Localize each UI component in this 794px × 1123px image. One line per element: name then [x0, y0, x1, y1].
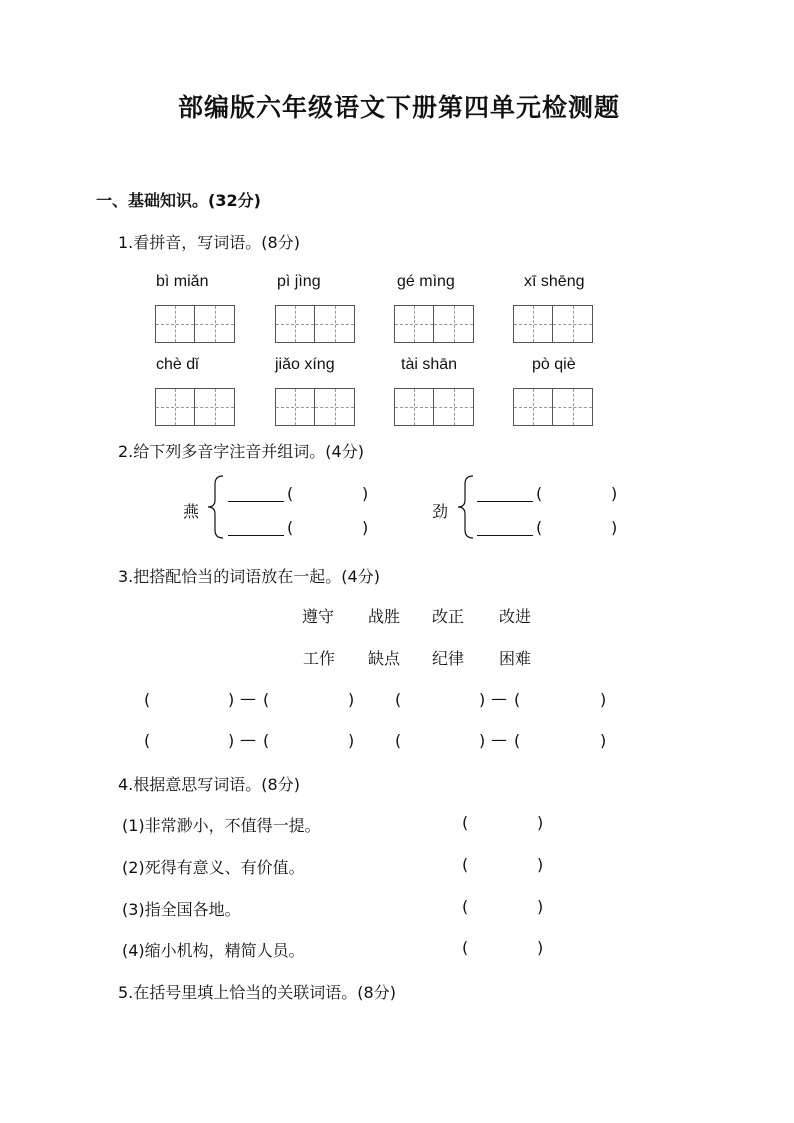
word: 纪律	[432, 649, 465, 668]
paren-close: )	[600, 731, 607, 750]
pinyin-5: chè dǐ	[156, 356, 199, 373]
paren-close: )	[537, 938, 544, 957]
paren-close: )	[228, 690, 235, 709]
match-dash: —	[491, 689, 507, 708]
answer-line[interactable]	[477, 521, 533, 536]
paren-open: (	[514, 690, 521, 709]
paren-close: )	[537, 897, 544, 916]
question-3-label: 3.把搭配恰当的词语放在一起。(4分)	[118, 567, 380, 586]
word: 改正	[432, 607, 465, 626]
paren-close: )	[348, 690, 355, 709]
word: 困难	[499, 649, 532, 668]
paren-open: (	[144, 690, 151, 709]
paren-close: )	[479, 731, 486, 750]
question-5-label: 5.在括号里填上恰当的关联词语。(8分)	[118, 983, 396, 1002]
paren-open: (	[144, 731, 151, 750]
paren-close: )	[537, 813, 544, 832]
question-4-label: 4.根据意思写词语。(8分)	[118, 775, 300, 794]
writing-grid-5[interactable]	[155, 388, 235, 426]
paren-open: (	[462, 855, 469, 874]
paren-close: )	[228, 731, 235, 750]
writing-grid-8[interactable]	[513, 388, 593, 426]
writing-grid-4[interactable]	[513, 305, 593, 343]
polyphone-char-1: 燕	[183, 502, 200, 521]
pinyin-7: tài shān	[401, 356, 458, 373]
word: 缺点	[368, 649, 401, 668]
match-dash: —	[491, 730, 507, 749]
pinyin-8: pò qiè	[532, 356, 576, 373]
answer-line[interactable]	[477, 487, 533, 502]
paren-close: )	[537, 855, 544, 874]
paren-open: (	[395, 731, 402, 750]
writing-grid-2[interactable]	[275, 305, 355, 343]
word: 工作	[303, 649, 336, 668]
question-1-label: 1.看拼音，写词语。(8分)	[118, 233, 300, 252]
definition-item-4: (4)缩小机构，精简人员。	[122, 941, 305, 960]
pinyin-2: pì jìng	[277, 273, 321, 290]
question-2-label: 2.给下列多音字注音并组词。(4分)	[118, 442, 364, 461]
paren-open: (	[287, 518, 294, 537]
paren-close: )	[362, 518, 369, 537]
match-dash: —	[240, 689, 256, 708]
definition-item-1: (1)非常渺小，不值得一提。	[122, 816, 321, 835]
definition-item-3: (3)指全国各地。	[122, 900, 241, 919]
word: 遵守	[302, 607, 335, 626]
section-1-heading: 一、基础知识。(32分)	[96, 191, 261, 210]
paren-open: (	[287, 484, 294, 503]
answer-line[interactable]	[228, 487, 284, 502]
brace-icon	[205, 474, 225, 540]
paren-open: (	[462, 938, 469, 957]
pinyin-1: bì miǎn	[156, 273, 209, 290]
match-dash: —	[240, 730, 256, 749]
paren-close: )	[348, 731, 355, 750]
paren-open: (	[263, 731, 270, 750]
paren-open: (	[395, 690, 402, 709]
paren-open: (	[536, 518, 543, 537]
paren-open: (	[514, 731, 521, 750]
paren-open: (	[263, 690, 270, 709]
definition-item-2: (2)死得有意义、有价值。	[122, 858, 305, 877]
writing-grid-3[interactable]	[394, 305, 474, 343]
paren-open: (	[536, 484, 543, 503]
pinyin-6: jiǎo xíng	[275, 356, 335, 373]
paren-close: )	[362, 484, 369, 503]
paren-close: )	[611, 518, 618, 537]
brace-icon	[455, 474, 475, 540]
pinyin-4: xī shēng	[524, 273, 585, 290]
answer-line[interactable]	[228, 521, 284, 536]
word: 战胜	[368, 607, 401, 626]
writing-grid-1[interactable]	[155, 305, 235, 343]
paren-close: )	[479, 690, 486, 709]
paren-close: )	[600, 690, 607, 709]
paren-close: )	[611, 484, 618, 503]
pinyin-3: gé mìng	[397, 273, 455, 290]
page-title: 部编版六年级语文下册第四单元检测题	[178, 93, 621, 122]
paren-open: (	[462, 813, 469, 832]
paren-open: (	[462, 897, 469, 916]
polyphone-char-2: 劲	[432, 502, 449, 521]
word: 改进	[499, 607, 532, 626]
writing-grid-7[interactable]	[394, 388, 474, 426]
writing-grid-6[interactable]	[275, 388, 355, 426]
